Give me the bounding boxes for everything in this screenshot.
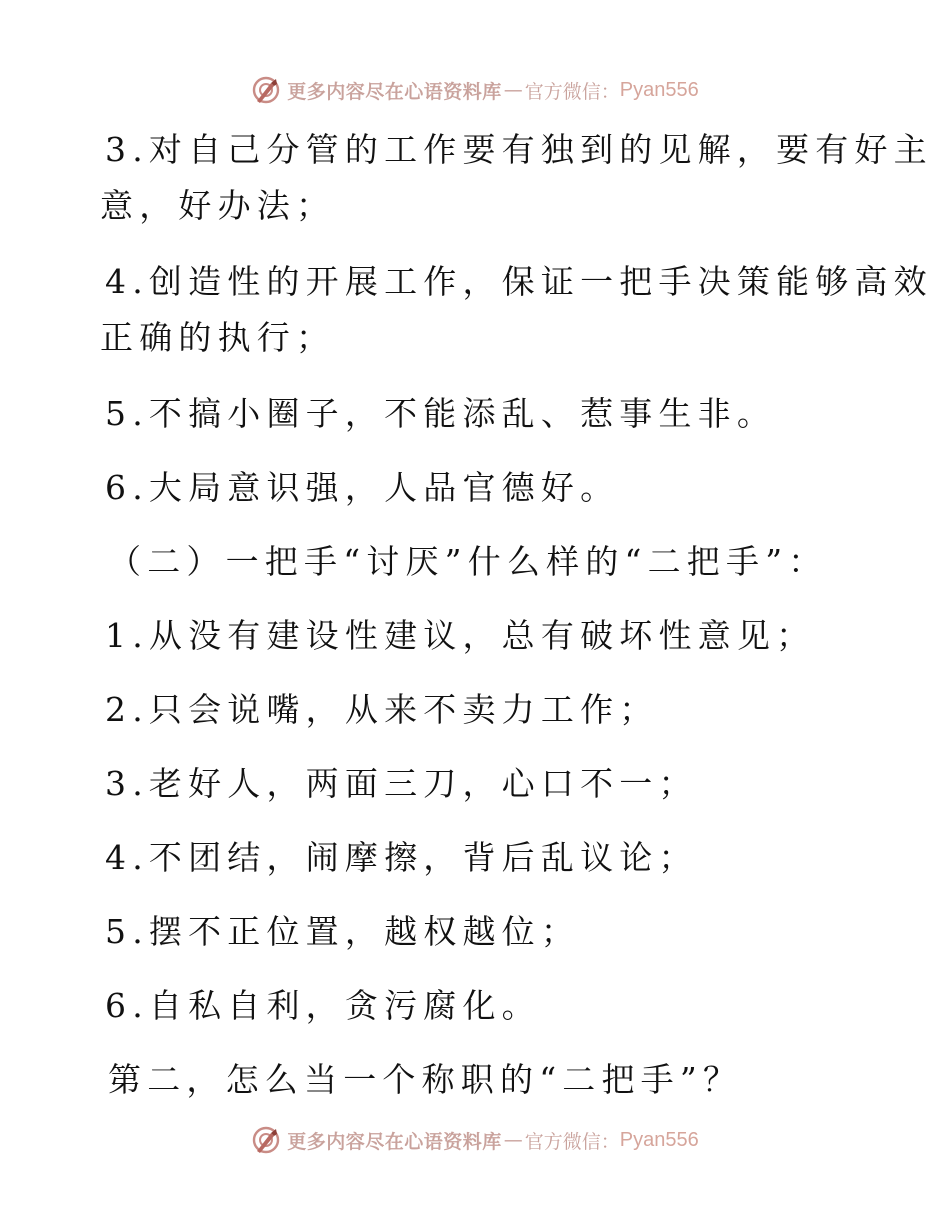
section-heading: 第二，怎么当一个称职的“二把手”？ <box>108 1060 743 1099</box>
watermark-separator: — <box>503 1129 523 1151</box>
watermark-wechat-id: Pyan556 <box>619 1128 699 1151</box>
footer-watermark-banner <box>0 1120 950 1160</box>
header-watermark-banner <box>0 70 950 110</box>
paragraph-line: 5.不搞小圈子，不能添乱、惹事生非。 <box>105 394 777 433</box>
brand-logo-icon <box>251 75 281 105</box>
watermark-official-label: 官方微信： <box>524 1130 620 1153</box>
paragraph-line: 4.不团结，闹摩擦，背后乱议论； <box>105 838 698 877</box>
paragraph-line: 6.大局意识强，人品官德好。 <box>105 468 620 507</box>
brand-logo-icon <box>251 1125 281 1155</box>
paragraph-line: 3.对自己分管的工作要有独到的见解，要有好主 <box>105 130 933 169</box>
watermark-brand-text: 更多内容尽在心语资料库 <box>287 80 502 103</box>
paragraph-line: 4.创造性的开展工作，保证一把手决策能够高效 <box>105 262 933 301</box>
watermark-official-label: 官方微信： <box>524 80 620 103</box>
paragraph-line: 3.老好人，两面三刀，心口不一； <box>105 764 698 803</box>
watermark-separator: — <box>503 79 523 101</box>
paragraph-line: 正确的执行； <box>100 318 336 357</box>
paragraph-line: 意，好办法； <box>100 186 336 225</box>
section-heading: （二）一把手“讨厌”什么样的“二把手”： <box>108 542 828 581</box>
watermark-wechat-id: Pyan556 <box>619 78 699 101</box>
paragraph-line: 1.从没有建设性建议，总有破坏性意见； <box>105 616 816 655</box>
paragraph-line: 5.摆不正位置，越权越位； <box>105 912 581 951</box>
paragraph-line: 2.只会说嘴，从来不卖力工作； <box>105 690 659 729</box>
watermark-brand-text: 更多内容尽在心语资料库 <box>287 1130 502 1153</box>
paragraph-line: 6.自私自利，贪污腐化。 <box>105 986 541 1025</box>
